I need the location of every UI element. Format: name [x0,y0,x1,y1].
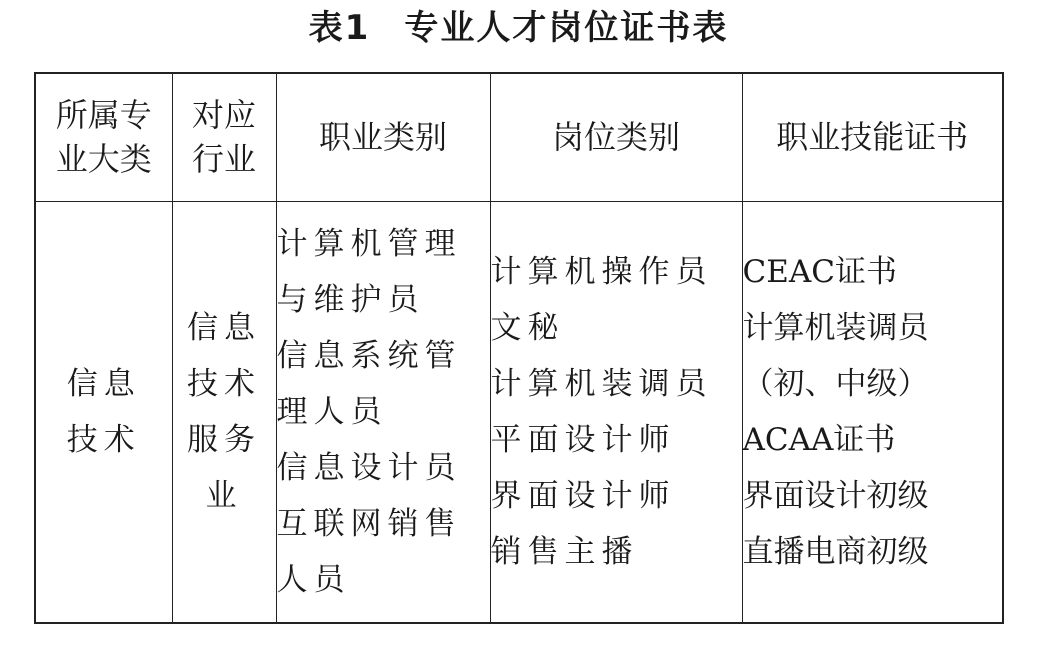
cell-line: 销售主播 [490,533,639,570]
cell-line: 互联网销售 [276,505,462,542]
cell-major-category [35,201,172,623]
header-row [35,73,1003,201]
table-number: 表1 [308,8,371,48]
table-row [35,201,1003,623]
header-position-category-line: 岗位类别 [551,118,680,157]
cell-certificates [742,201,1003,623]
cell-line: 理人员 [276,393,388,430]
cell-line: 计算机装调员 [490,365,713,402]
cell-position-categories [490,201,742,623]
cell-line: 平面设计师 [490,421,676,458]
header-major-category [35,73,172,201]
cell-line: 计算机操作员 [490,253,713,290]
cell-line: 与维护员 [276,281,425,318]
cell-line: 人员 [276,561,351,598]
cell-line: ACAA证书 [742,421,896,458]
cell-line: 信息 [66,365,141,402]
cell-line: 信息系统管 [276,337,462,374]
cell-industry [172,201,276,623]
header-position-category [490,73,742,201]
cell-line: 技术 [66,421,141,458]
table-header [35,73,1003,201]
cell-line: 信息 [187,309,261,346]
cell-line: 界面设计初级 [742,477,929,514]
header-major-category-line: 业大类 [55,140,152,179]
cell-line: CEAC证书 [742,253,897,290]
cell-line: 计算机装调员 [742,309,929,346]
header-industry [172,73,276,201]
cell-line: 技术 [187,365,261,402]
cell-line: 直播电商初级 [742,533,929,570]
cell-line: 计算机管理 [276,225,462,262]
table-title [0,8,1037,48]
cell-line: 文秘 [490,309,565,346]
header-certificate [742,73,1003,201]
cell-line: 服务 [187,421,261,458]
header-industry-line: 对应 [191,96,256,135]
cell-line: 业 [205,477,243,514]
cell-line: 界面设计师 [490,477,676,514]
header-industry-line: 行业 [191,140,256,179]
header-certificate-line: 职业技能证书 [776,118,969,157]
cell-line: （初、中级） [742,365,929,402]
table-title-text: 专业人才岗位证书表 [404,8,729,48]
cell-occupation-categories [276,201,490,623]
header-major-category-line: 所属专 [55,96,152,135]
cell-line: 信息设计员 [276,449,462,486]
header-occupation-category-line: 职业类别 [318,118,447,157]
certificate-table [34,72,1004,624]
header-occupation-category [276,73,490,201]
